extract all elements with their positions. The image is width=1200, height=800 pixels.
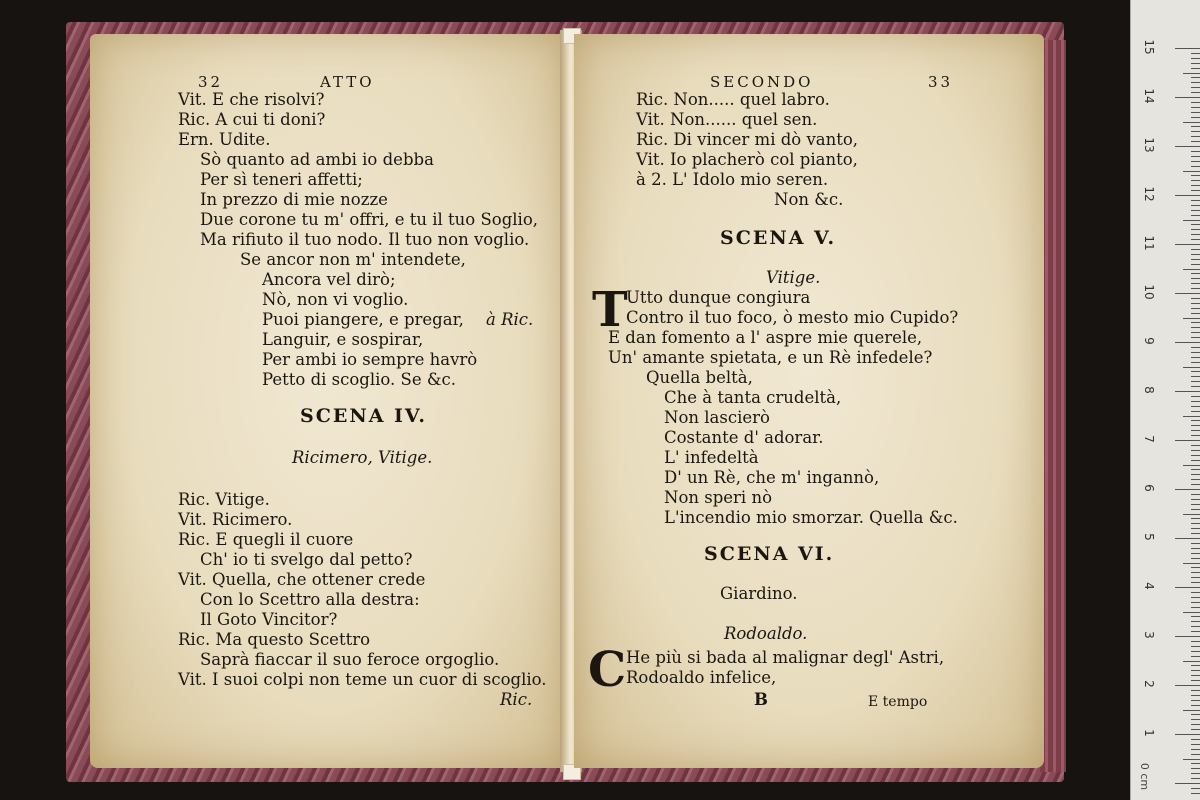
ruler-tick [1191,597,1200,598]
ruler-tick [1191,705,1200,706]
left-page [90,34,566,768]
ruler-tick [1191,175,1200,176]
ruler-tick [1191,224,1200,225]
ruler-tick [1191,406,1200,407]
verse-line: Contro il tuo foco, ò mesto mio Cupido? [626,308,959,327]
ruler-tick [1191,308,1200,309]
ruler-tick [1191,793,1200,794]
ruler-tick [1191,543,1200,544]
ruler-tick [1191,577,1200,578]
ruler-tick [1191,430,1200,431]
ruler-number: 10 [1142,284,1156,300]
ruler-tick [1191,420,1200,421]
verse-line: Per ambi io sempre havrò [262,350,478,369]
ruler-tick [1183,318,1200,319]
ruler-tick [1191,670,1200,671]
ruler-tick [1191,180,1200,181]
ruler-tick [1191,239,1200,240]
ruler-tick [1183,514,1200,515]
ruler-tick [1191,680,1200,681]
ruler-tick [1191,411,1200,412]
ruler-tick [1191,553,1200,554]
verse-line: Utto dunque congiura [626,288,811,307]
ruler-tick [1175,293,1200,294]
ruler-tick [1191,131,1200,132]
verse-line: Ric. Non..... quel labro. [636,90,830,109]
ruler-tick [1191,499,1200,500]
catchword: E tempo [868,694,928,710]
ruler-tick [1191,626,1200,627]
verse-line: Non speri nò [664,488,773,507]
ruler-tick [1175,538,1200,539]
ruler-tick [1191,788,1200,789]
ruler-tick [1191,533,1200,534]
ruler-tick [1175,587,1200,588]
ruler-number: 7 [1142,435,1156,443]
ruler-tick [1191,249,1200,250]
ruler-tick [1191,567,1200,568]
verse-line: Sò quanto ad ambi io debba [200,150,434,169]
ruler-tick [1191,352,1200,353]
ruler-tick [1191,651,1200,652]
ruler-tick [1191,126,1200,127]
verse-line: Vit. Non...... quel sen. [636,110,818,129]
ruler-tick [1183,465,1200,466]
verse-line: Ric. Di vincer mi dò vanto, [636,130,859,149]
ruler-tick [1191,185,1200,186]
drop-cap: C [588,642,627,698]
ruler-tick [1191,278,1200,279]
ruler-number: 6 [1142,484,1156,492]
ruler-tick [1191,749,1200,750]
ruler-tick [1191,273,1200,274]
ruler-tick [1191,445,1200,446]
ruler-number: 8 [1142,386,1156,394]
right-page-number: 33 [928,73,954,91]
ruler-tick [1191,631,1200,632]
ruler-tick [1175,146,1200,147]
verse-line: Costante d' adorar. [664,428,824,447]
ruler-tick [1191,572,1200,573]
verse-line: He più si bada al malignar degl' Astri, [626,648,945,667]
scene-title: SCENA VI. [704,543,835,565]
ruler-tick [1183,122,1200,123]
verse-line: Vit. Quella, che ottener crede [178,570,426,589]
ruler-tick [1191,234,1200,235]
ruler-number: 3 [1142,631,1156,639]
verse-line: Due corone tu m' offri, e tu il tuo Soglio, [200,210,539,229]
ruler-tick [1191,460,1200,461]
ruler-tick [1191,744,1200,745]
verse-line: Vit. Io placherò col pianto, [636,150,858,169]
ruler-tick [1191,455,1200,456]
verse-line: In prezzo di mie nozze [200,190,388,209]
ruler-tick [1191,401,1200,402]
ruler-tick [1191,690,1200,691]
ruler-tick [1191,479,1200,480]
ruler-tick [1183,367,1200,368]
ruler-tick [1191,117,1200,118]
ruler-tick [1191,313,1200,314]
verse-line: L' infedeltà [664,448,759,467]
ruler-tick [1191,739,1200,740]
ruler-tick [1191,161,1200,162]
ruler-tick [1191,484,1200,485]
ruler-tick [1191,68,1200,69]
ruler-tick [1191,283,1200,284]
ruler-tick [1191,92,1200,93]
measurement-ruler [1130,0,1200,800]
ruler-tick [1191,322,1200,323]
ruler-tick [1191,347,1200,348]
ruler-number: 12 [1142,186,1156,202]
ruler-tick [1191,107,1200,108]
verse-line: Vit. Ricimero. [178,510,293,529]
ruler-tick [1191,371,1200,372]
verse-line: Il Goto Vincitor? [200,610,338,629]
ruler-tick [1191,376,1200,377]
ruler-number: 15 [1142,39,1156,55]
left-running-head: ATTO [320,73,375,91]
ruler-tick [1191,435,1200,436]
ruler-tick [1175,342,1200,343]
drop-cap: T [592,282,628,338]
ruler-tick [1183,416,1200,417]
ruler-tick [1183,710,1200,711]
ruler-tick [1191,528,1200,529]
ruler-tick [1191,616,1200,617]
ruler-tick [1175,685,1200,686]
ruler-tick [1191,450,1200,451]
ruler-tick [1191,386,1200,387]
ruler-tick [1191,754,1200,755]
ruler-tick [1191,602,1200,603]
right-page [574,34,1044,768]
ruler-tick [1175,48,1200,49]
ruler-tick [1191,112,1200,113]
verse-line: Ancora vel dirò; [262,270,396,289]
ruler-tick [1191,102,1200,103]
ruler-number: 11 [1142,235,1156,251]
ruler-tick [1191,641,1200,642]
ruler-tick [1191,607,1200,608]
ruler-tick [1191,675,1200,676]
ruler-tick [1191,156,1200,157]
ruler-tick [1191,288,1200,289]
ruler-tick [1183,612,1200,613]
ruler-tick [1191,773,1200,774]
verse-line: Ric. A cui ti doni? [178,110,326,129]
ruler-tick [1191,558,1200,559]
ruler-tick [1175,195,1200,196]
verse-line: Non lascierò [664,408,770,427]
left-page-number: 32 [198,73,224,91]
ruler-tick [1191,494,1200,495]
ruler-tick [1175,97,1200,98]
verse-line: Vit. E che risolvi? [178,90,325,109]
ruler-number: 4 [1142,582,1156,590]
ruler-tick [1191,63,1200,64]
ruler-tick [1175,734,1200,735]
ruler-tick [1191,362,1200,363]
ruler-tick [1183,269,1200,270]
ruler-tick [1175,391,1200,392]
right-running-head: SECONDO [710,73,814,91]
ruler-number: 1 [1142,729,1156,737]
ruler-tick [1191,166,1200,167]
ruler-tick [1191,778,1200,779]
ruler-tick [1191,518,1200,519]
verse-line: Quella beltà, [646,368,753,387]
ruler-tick [1191,719,1200,720]
ruler-tick [1191,729,1200,730]
ruler-number: 5 [1142,533,1156,541]
scene-title: SCENA V. [720,227,837,249]
scene-characters: Vitige. [766,268,821,287]
ruler-tick [1183,220,1200,221]
ruler-tick [1175,783,1200,784]
ruler-tick [1191,58,1200,59]
ruler-tick [1175,489,1200,490]
ruler-tick [1191,592,1200,593]
verse-line: Ern. Udite. [178,130,271,149]
ruler-tick [1191,210,1200,211]
ruler-tick [1191,646,1200,647]
ruler-tick [1191,200,1200,201]
verse-line: D' un Rè, che m' ingannò, [664,468,880,487]
ruler-tick [1191,151,1200,152]
ruler-tick [1191,53,1200,54]
ruler-tick [1175,244,1200,245]
ruler-tick [1175,636,1200,637]
verse-line: Ric. Vitige. [178,490,270,509]
ruler-tick [1191,714,1200,715]
ruler-tick [1183,171,1200,172]
verse-line: Un' amante spietata, e un Rè infedele? [608,348,933,367]
verse-line: Ch' io ti svelgo dal petto? [200,550,413,569]
ruler-tick [1191,298,1200,299]
ruler-tick [1191,77,1200,78]
stage-direction: à Ric. [486,310,534,329]
ruler-tick [1191,474,1200,475]
ruler-tick [1191,357,1200,358]
verse-line: Con lo Scettro alla destra: [200,590,420,609]
ruler-tick [1191,190,1200,191]
ruler-number: 14 [1142,88,1156,104]
ruler-tick [1191,332,1200,333]
ruler-tick [1191,504,1200,505]
ruler-tick [1191,87,1200,88]
ruler-tick [1191,469,1200,470]
verse-line: Che à tanta crudeltà, [664,388,842,407]
ruler-tick [1191,621,1200,622]
verse-line: Saprà fiaccar il suo feroce orgoglio. [200,650,500,669]
ruler-tick [1183,661,1200,662]
ruler-tick [1191,724,1200,725]
verse-line: Rodoaldo infelice, [626,668,777,687]
ruler-tick [1191,768,1200,769]
verse-line: Ric. Ma questo Scettro [178,630,371,649]
ruler-tick [1191,548,1200,549]
ruler-tick [1191,205,1200,206]
verse-line: L'incendio mio smorzar. Quella &c. [664,508,958,527]
ruler-tick [1191,141,1200,142]
ruler-tick [1191,763,1200,764]
ruler-tick [1191,509,1200,510]
ruler-tick [1183,563,1200,564]
ruler-tick [1183,759,1200,760]
ruler-tick [1191,82,1200,83]
verse-line: Se ancor non m' intendete, [240,250,466,269]
scene-setting: Giardino. [720,584,798,603]
ruler-tick [1191,700,1200,701]
ruler-tick [1191,425,1200,426]
ruler-tick [1191,254,1200,255]
ruler-tick [1191,695,1200,696]
ruler-tick [1191,656,1200,657]
ruler-tick [1191,396,1200,397]
verse-line: Ma rifiuto il tuo nodo. Il tuo non voglio. [200,230,530,249]
ruler-tick [1191,582,1200,583]
scene-characters: Ricimero, Vitige. [292,448,433,467]
scene-title: SCENA IV. [300,405,427,427]
verse-line: Non &c. [774,190,844,209]
ruler-unit-label: 0 cm [1138,762,1152,791]
verse-line: Per sì teneri affetti; [200,170,363,189]
ruler-tick [1191,523,1200,524]
ruler-tick [1191,381,1200,382]
ruler-tick [1183,73,1200,74]
ruler-tick [1191,259,1200,260]
ruler-number: 9 [1142,337,1156,345]
ruler-tick [1191,665,1200,666]
ruler-tick [1191,136,1200,137]
ruler-tick [1191,303,1200,304]
verse-line: Nò, non vi voglio. [262,290,409,309]
verse-line: Vit. I suoi colpi non teme un cuor di scoglio. [178,670,547,689]
ruler-tick [1191,229,1200,230]
verse-line: Ric. E quegli il cuore [178,530,354,549]
ruler-tick [1191,215,1200,216]
signature-mark: B [754,690,768,709]
verse-line: E dan fomento a l' aspre mie querele, [608,328,923,347]
ruler-tick [1191,327,1200,328]
ruler-tick [1175,440,1200,441]
ruler-number: 2 [1142,680,1156,688]
ruler-number: 13 [1142,137,1156,153]
verse-line: Languir, e sospirar, [262,330,424,349]
scene-characters: Rodoaldo. [724,624,808,643]
verse-line: Puoi piangere, e pregar, [262,310,464,329]
catchword: Ric. [500,690,533,709]
verse-line: à 2. L' Idolo mio seren. [636,170,829,189]
ruler-tick [1191,264,1200,265]
verse-line: Petto di scoglio. Se &c. [262,370,457,389]
ruler-tick [1191,337,1200,338]
